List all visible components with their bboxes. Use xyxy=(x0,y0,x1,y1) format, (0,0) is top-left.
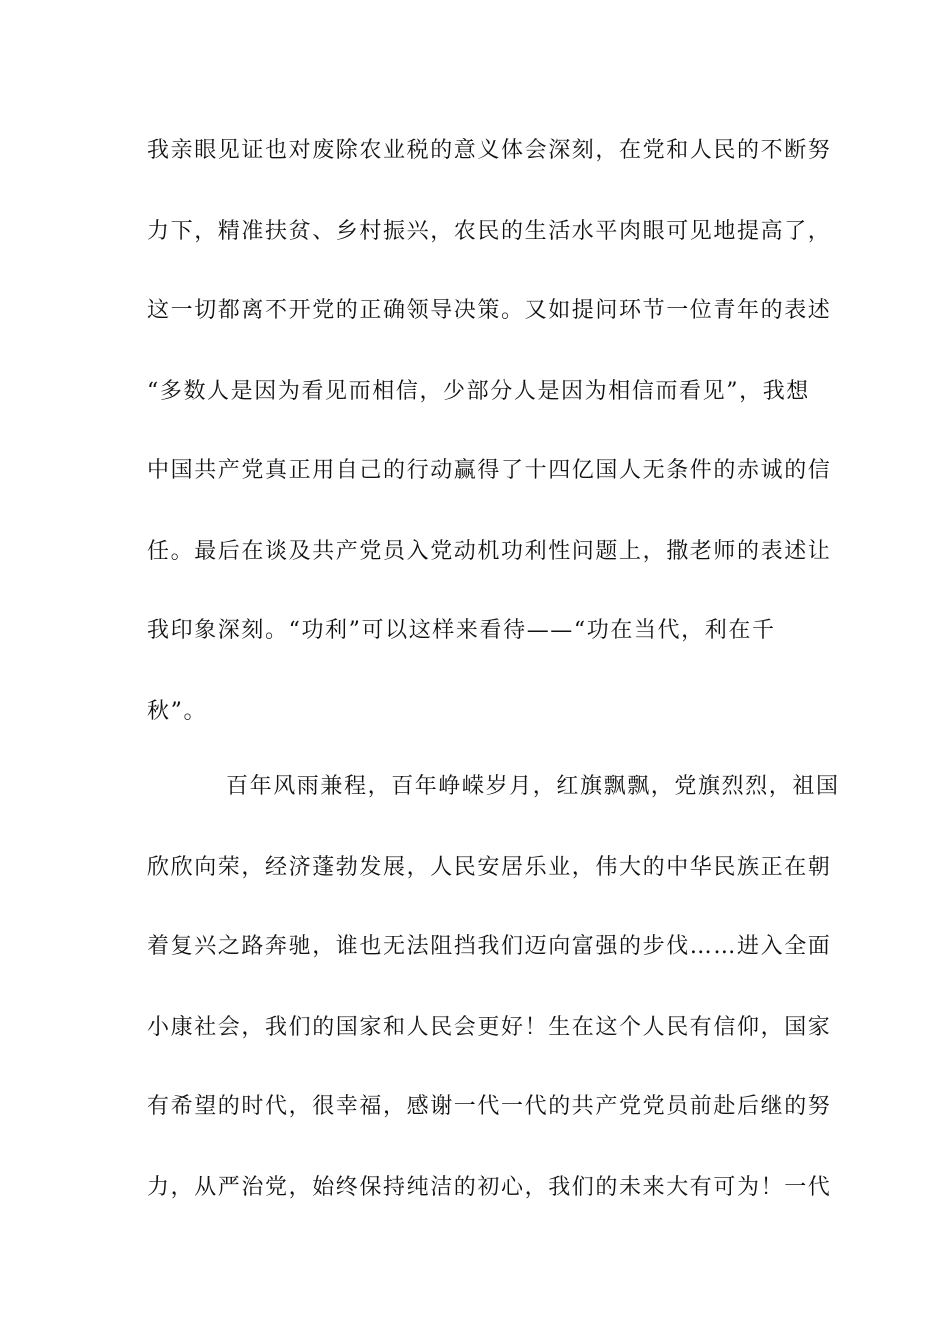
text-line: 百年风雨兼程，百年峥嵘岁月，红旗飘飘，党旗烈烈，祖国 xyxy=(226,774,840,799)
text-line: 力下，精准扶贫、乡村振兴，农民的生活水平肉眼可见地提高了， xyxy=(147,219,832,244)
text-line: 力，从严治党，始终保持纯洁的初心，我们的未来大有可为！一代 xyxy=(147,1175,832,1200)
text-line: 有希望的时代，很幸福，感谢一代一代的共产党党员前赴后继的努 xyxy=(147,1094,832,1119)
text-line: 我印象深刻。“功利”可以这样来看待——“功在当代，利在千 xyxy=(147,618,776,643)
text-line: 这一切都离不开党的正确领导决策。又如提问环节一位青年的表述 xyxy=(147,298,832,323)
text-line: 中国共产党真正用自己的行动赢得了十四亿国人无条件的赤诚的信 xyxy=(147,458,832,483)
text-line: 着复兴之路奔驰，谁也无法阻挡我们迈向富强的步伐……进入全面 xyxy=(147,934,832,959)
text-line: 我亲眼见证也对废除农业税的意义体会深刻，在党和人民的不断努 xyxy=(147,138,832,163)
text-line: 秋”。 xyxy=(147,699,208,724)
text-line: 欣欣向荣，经济蓬勃发展，人民安居乐业，伟大的中华民族正在朝 xyxy=(147,855,832,880)
text-line: “多数人是因为看见而相信，少部分人是因为相信而看见”，我想 xyxy=(147,379,810,404)
text-line: 小康社会，我们的国家和人民会更好！生在这个人民有信仰，国家 xyxy=(147,1015,832,1040)
text-line: 任。最后在谈及共产党员入党动机功利性问题上，撒老师的表述让 xyxy=(147,539,832,564)
